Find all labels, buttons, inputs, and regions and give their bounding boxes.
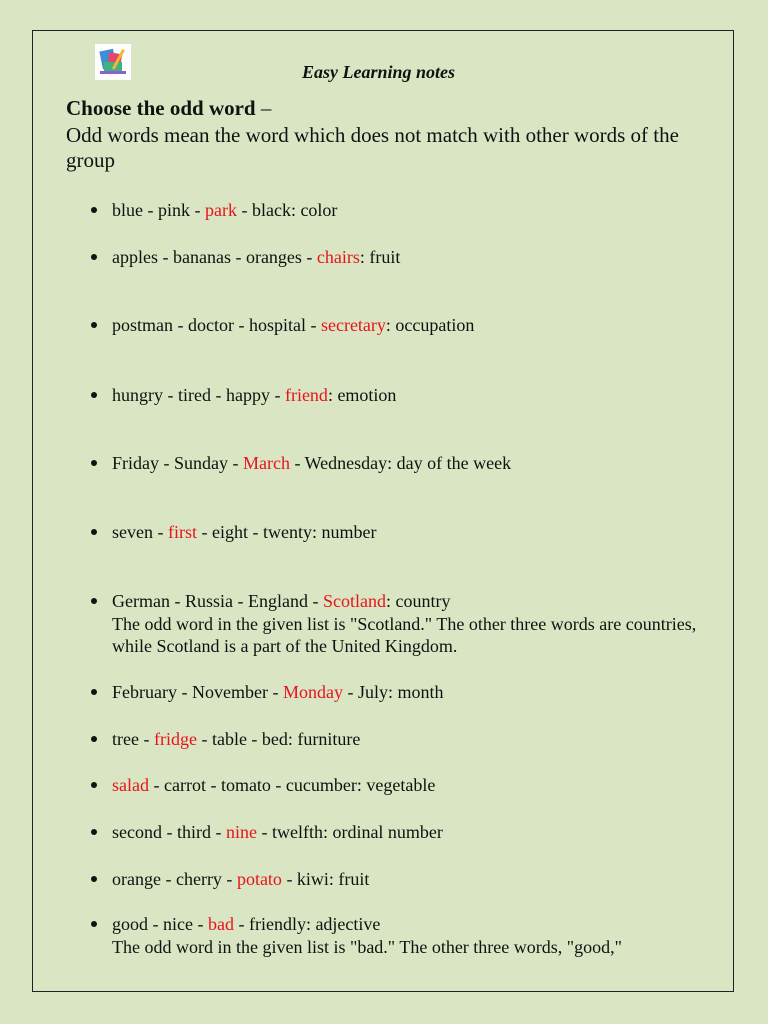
item-words-before: German - Russia - England - [112,591,323,611]
item-words-before: February - November - [112,682,283,702]
item-words-before: postman - doctor - hospital - [112,315,321,335]
list-item [112,384,712,407]
odd-word: Scotland [322,591,386,611]
list-item [112,590,712,658]
item-words-after: - carrot - tomato - cucumber: vegetable [148,775,436,795]
list-item [112,314,712,337]
section-heading [66,96,271,121]
odd-word: potato [236,869,282,889]
item-words-after: - July: month [342,682,444,702]
item-words-before: seven - [112,522,168,542]
item-words-before: good - nice - [112,914,208,934]
item-words-before: tree - [112,729,154,749]
odd-word: park [204,200,237,220]
odd-word: secretary [320,315,386,335]
odd-word: March [242,453,290,473]
list-item [112,452,712,475]
heading-text: Choose the odd word [66,96,256,120]
odd-word: Monday [282,682,343,702]
item-words-before: second - third - [112,822,226,842]
document-title: Easy Learning notes [301,62,456,82]
item-words-after: - kiwi: fruit [281,869,370,889]
item-words-after: : country [385,591,451,611]
odd-word: chairs [316,247,360,267]
item-words-after: : fruit [359,247,401,267]
item-words-after: - friendly: adjective [233,914,381,934]
list-item [112,728,712,751]
item-explanation: The odd word in the given list is "bad." The other three words, "good," [112,936,622,957]
list-item [112,681,712,704]
odd-word: bad [207,914,234,934]
list-item [112,199,712,222]
item-words-after: : occupation [385,315,475,335]
list-item [112,521,712,544]
item-words-after: : emotion [327,385,397,405]
intro-text: Odd words mean the word which does not match with other words of the group [66,123,679,172]
odd-word: salad [112,775,149,795]
item-words-before: blue - pink - [112,200,205,220]
odd-word: nine [225,822,257,842]
odd-word: first [167,522,197,542]
heading-dash: – [255,96,272,120]
odd-word: friend [284,385,328,405]
item-words-after: - Wednesday: day of the week [289,453,512,473]
list-item [112,913,712,958]
item-explanation: The odd word in the given list is "Scotland." The other three words are countries, while Scotland is a part of the United Kingdom. [112,613,697,656]
odd-word: fridge [153,729,197,749]
page-border [32,30,734,992]
item-words-after: - table - bed: furniture [196,729,361,749]
item-words-before: Friday - Sunday - [112,453,243,473]
item-words-after: - twelfth: ordinal number [256,822,443,842]
list-item [112,246,712,269]
item-words-before: apples - bananas - oranges - [112,247,317,267]
item-words-before: hungry - tired - happy - [112,385,285,405]
item-words-before: orange - cherry - [112,869,237,889]
item-words-after: - black: color [236,200,338,220]
list-item [112,868,712,891]
list-item [112,821,712,844]
item-words-after: - eight - twenty: number [196,522,377,542]
list-item [112,774,712,797]
